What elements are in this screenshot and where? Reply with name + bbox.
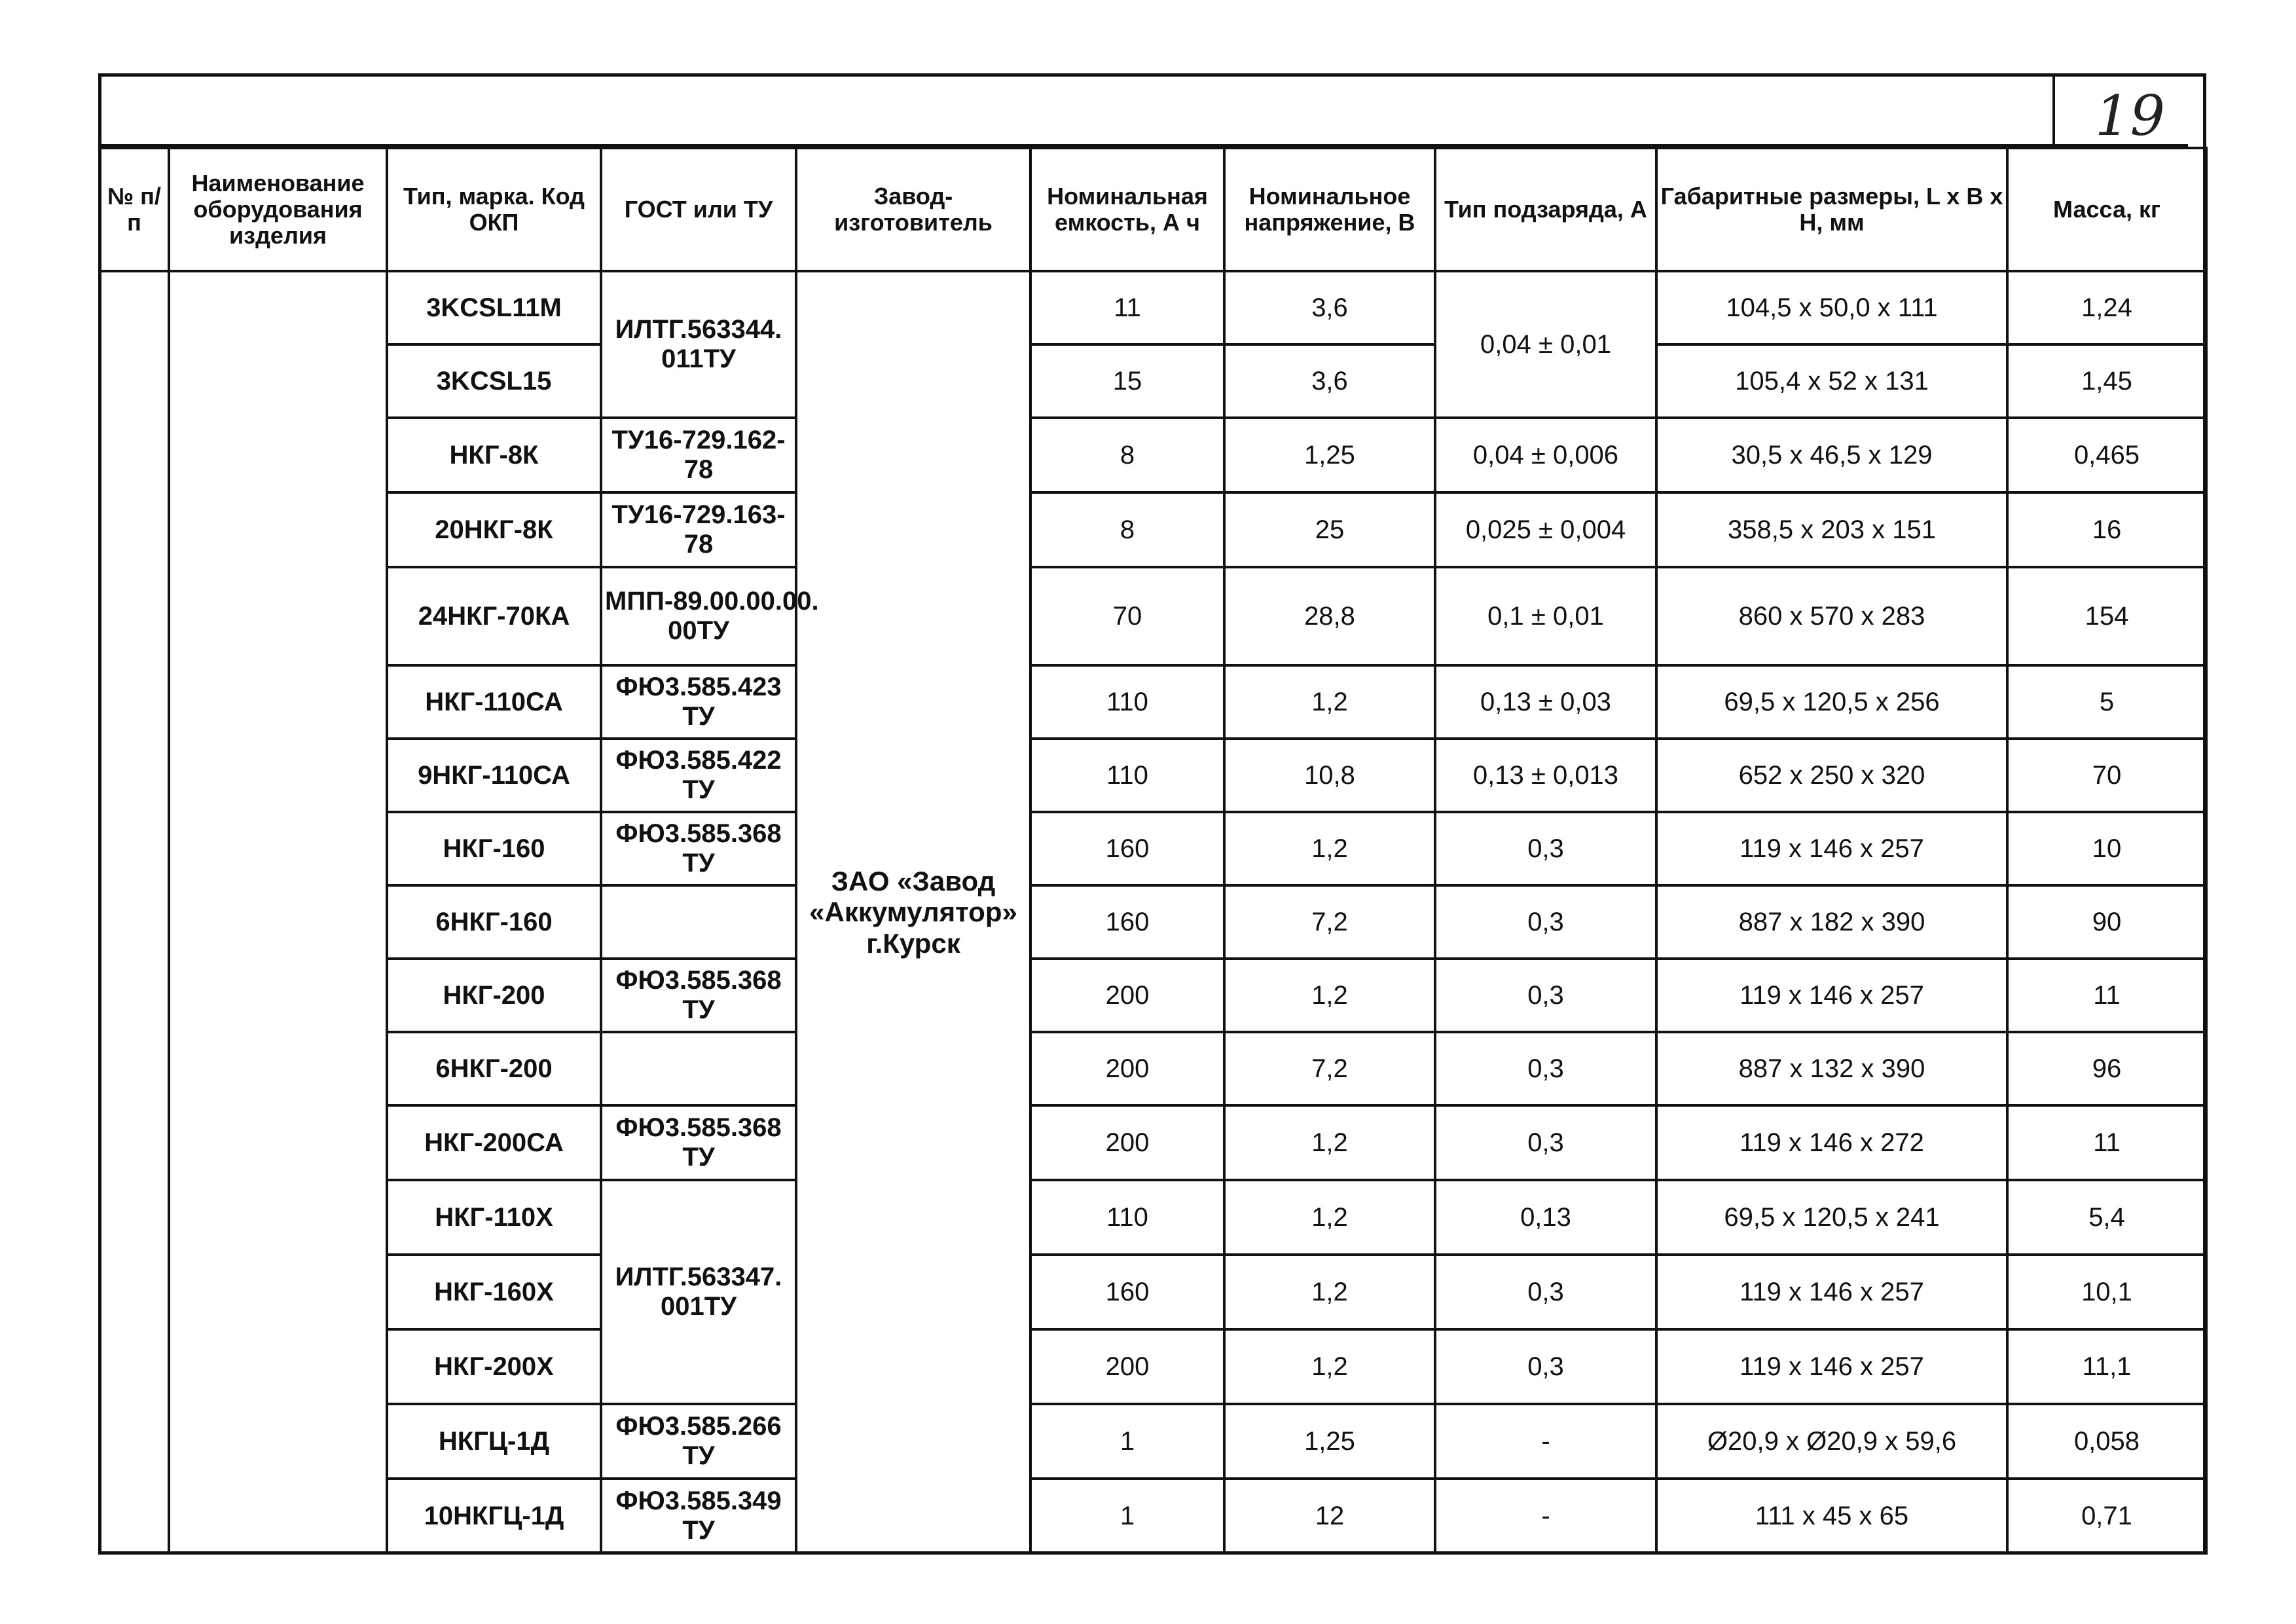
table-row: [100, 344, 2206, 418]
header-mass: Масса, кг: [2007, 148, 2206, 271]
voltage-cell: 1,2: [1224, 812, 1435, 885]
mass-cell: 0,71: [2007, 1479, 2206, 1553]
voltage-cell: 1,2: [1224, 665, 1435, 739]
capacity-cell: 200: [1030, 1032, 1224, 1105]
capacity-cell: 1: [1030, 1479, 1224, 1553]
header-voltage: Номинальное напряжение, В: [1224, 148, 1435, 271]
gost-cell: ТУ16-729.162-78: [601, 418, 796, 492]
dims-cell: 887 x 132 x 390: [1656, 1032, 2007, 1105]
type-cell: НКГЦ-1Д: [387, 1404, 601, 1479]
table-row: [100, 1032, 2206, 1105]
voltage-cell: 1,2: [1224, 1105, 1435, 1180]
type-cell: НКГ-110СА: [387, 665, 601, 739]
mass-cell: 16: [2007, 492, 2206, 567]
dims-cell: 119 x 146 x 257: [1656, 812, 2007, 885]
gost-cell: ТУ16-729.163-78: [601, 492, 796, 567]
type-cell: 6НКГ-160: [387, 885, 601, 959]
capacity-cell: 110: [1030, 739, 1224, 812]
table-row: [100, 418, 2206, 492]
table-row: [100, 665, 2206, 739]
header-row: [100, 148, 2206, 271]
table-row: [100, 739, 2206, 812]
dims-cell: 105,4 x 52 x 131: [1656, 344, 2007, 418]
charge-cell: 0,13 ± 0,03: [1435, 665, 1656, 739]
charge-cell: -: [1435, 1479, 1656, 1553]
header-dims: Габаритные размеры, L x B x H, мм: [1656, 148, 2007, 271]
mass-cell: 70: [2007, 739, 2206, 812]
header-manufacturer: Завод-изготовитель: [796, 148, 1030, 271]
type-cell: 6НКГ-200: [387, 1032, 601, 1105]
type-cell: НКГ-160Х: [387, 1255, 601, 1329]
table-row: [100, 492, 2206, 567]
table-row: [100, 1479, 2206, 1553]
mass-cell: 11: [2007, 959, 2206, 1032]
voltage-cell: 1,25: [1224, 418, 1435, 492]
table-row: [100, 1404, 2206, 1479]
mass-cell: 1,45: [2007, 344, 2206, 418]
capacity-cell: 200: [1030, 959, 1224, 1032]
capacity-cell: 160: [1030, 812, 1224, 885]
dims-cell: 860 x 570 x 283: [1656, 567, 2007, 665]
gost-cell: ФЮ3.585.349 ТУ: [601, 1479, 796, 1553]
capacity-cell: 200: [1030, 1105, 1224, 1180]
capacity-cell: 8: [1030, 492, 1224, 567]
dims-cell: 30,5 x 46,5 x 129: [1656, 418, 2007, 492]
capacity-cell: 200: [1030, 1329, 1224, 1404]
type-cell: НКГ-200: [387, 959, 601, 1032]
header-charge: Тип подзаряда, А: [1435, 148, 1656, 271]
dims-cell: 104,5 x 50,0 x 111: [1656, 271, 2007, 344]
gost-cell: [601, 885, 796, 959]
charge-cell: 0,3: [1435, 812, 1656, 885]
capacity-cell: 160: [1030, 885, 1224, 959]
type-cell: 24НКГ-70КА: [387, 567, 601, 665]
voltage-cell: 1,2: [1224, 1329, 1435, 1404]
dims-cell: 111 x 45 x 65: [1656, 1479, 2007, 1553]
gost-cell: ФЮ3.585.423 ТУ: [601, 665, 796, 739]
gost-cell: ФЮ3.585.422 ТУ: [601, 739, 796, 812]
voltage-cell: 1,2: [1224, 1255, 1435, 1329]
voltage-cell: 25: [1224, 492, 1435, 567]
voltage-cell: 3,6: [1224, 344, 1435, 418]
gost-cell: ИЛТГ.563347. 001ТУ: [601, 1180, 796, 1404]
dims-cell: Ø20,9 x Ø20,9 x 59,6: [1656, 1404, 2007, 1479]
type-cell: 3KCSL15: [387, 344, 601, 418]
manufacturer-cell: ЗАО «Завод «Аккумулятор» г.Курск: [796, 271, 1030, 1553]
type-cell: 20НКГ-8К: [387, 492, 601, 567]
mass-cell: 0,058: [2007, 1404, 2206, 1479]
capacity-cell: 1: [1030, 1404, 1224, 1479]
voltage-cell: 7,2: [1224, 1032, 1435, 1105]
voltage-cell: 7,2: [1224, 885, 1435, 959]
gost-cell: ФЮ3.585.266 ТУ: [601, 1404, 796, 1479]
capacity-cell: 70: [1030, 567, 1224, 665]
type-cell: 10НКГЦ-1Д: [387, 1479, 601, 1553]
mass-cell: 10,1: [2007, 1255, 2206, 1329]
dims-cell: 69,5 x 120,5 x 241: [1656, 1180, 2007, 1255]
title-strip: [98, 73, 2188, 147]
charge-cell: 0,3: [1435, 959, 1656, 1032]
charge-cell: 0,3: [1435, 1329, 1656, 1404]
charge-cell: 0,3: [1435, 1032, 1656, 1105]
type-cell: НКГ-160: [387, 812, 601, 885]
mass-cell: 0,465: [2007, 418, 2206, 492]
dims-cell: 69,5 x 120,5 x 256: [1656, 665, 2007, 739]
gost-cell: [601, 1032, 796, 1105]
capacity-cell: 110: [1030, 1180, 1224, 1255]
mass-cell: 5: [2007, 665, 2206, 739]
voltage-cell: 10,8: [1224, 739, 1435, 812]
page-number: 19: [2095, 84, 2165, 148]
mass-cell: 90: [2007, 885, 2206, 959]
header-equipment: Наименование оборудования изделия: [169, 148, 387, 271]
table-row: [100, 959, 2206, 1032]
charge-cell: 0,04 ± 0,01: [1435, 271, 1656, 418]
mass-cell: 11,1: [2007, 1329, 2206, 1404]
header-capacity: Номинальная емкость, А ч: [1030, 148, 1224, 271]
gost-cell: МПП-89.00.00.00. 00ТУ: [601, 567, 796, 665]
capacity-cell: 15: [1030, 344, 1224, 418]
equipment-cell: [169, 271, 387, 1553]
charge-cell: 0,13: [1435, 1180, 1656, 1255]
table-row: [100, 885, 2206, 959]
charge-cell: -: [1435, 1404, 1656, 1479]
voltage-cell: 12: [1224, 1479, 1435, 1553]
capacity-cell: 110: [1030, 665, 1224, 739]
capacity-cell: 160: [1030, 1255, 1224, 1329]
table-row: [100, 271, 2206, 344]
header-type: Тип, марка. Код ОКП: [387, 148, 601, 271]
mass-cell: 10: [2007, 812, 2206, 885]
header-num: № п/п: [100, 148, 169, 271]
dims-cell: 119 x 146 x 272: [1656, 1105, 2007, 1180]
dims-cell: 119 x 146 x 257: [1656, 959, 2007, 1032]
table-row: [100, 1105, 2206, 1180]
mass-cell: 1,24: [2007, 271, 2206, 344]
mass-cell: 11: [2007, 1105, 2206, 1180]
capacity-cell: 11: [1030, 271, 1224, 344]
type-cell: 9НКГ-110СА: [387, 739, 601, 812]
table-row: [100, 567, 2206, 665]
table-row: [100, 1329, 2206, 1404]
dims-cell: 652 x 250 x 320: [1656, 739, 2007, 812]
charge-cell: 0,04 ± 0,006: [1435, 418, 1656, 492]
table-row: [100, 1180, 2206, 1255]
voltage-cell: 1,2: [1224, 959, 1435, 1032]
gost-cell: ФЮ3.585.368 ТУ: [601, 812, 796, 885]
gost-cell: ИЛТГ.563344. 011ТУ: [601, 271, 796, 418]
dims-cell: 119 x 146 x 257: [1656, 1329, 2007, 1404]
charge-cell: 0,3: [1435, 1255, 1656, 1329]
gost-cell: ФЮ3.585.368 ТУ: [601, 959, 796, 1032]
table-row: [100, 1255, 2206, 1329]
type-cell: 3KCSL11M: [387, 271, 601, 344]
type-cell: НКГ-200СА: [387, 1105, 601, 1180]
battery-spec-table: [98, 147, 2208, 1555]
voltage-cell: 28,8: [1224, 567, 1435, 665]
header-gost: ГОСТ или ТУ: [601, 148, 796, 271]
mass-cell: 154: [2007, 567, 2206, 665]
type-cell: НКГ-8К: [387, 418, 601, 492]
voltage-cell: 1,2: [1224, 1180, 1435, 1255]
type-cell: НКГ-110Х: [387, 1180, 601, 1255]
charge-cell: 0,1 ± 0,01: [1435, 567, 1656, 665]
voltage-cell: 3,6: [1224, 271, 1435, 344]
type-cell: НКГ-200Х: [387, 1329, 601, 1404]
dims-cell: 358,5 x 203 x 151: [1656, 492, 2007, 567]
charge-cell: 0,13 ± 0,013: [1435, 739, 1656, 812]
voltage-cell: 1,25: [1224, 1404, 1435, 1479]
charge-cell: 0,025 ± 0,004: [1435, 492, 1656, 567]
dims-cell: 119 x 146 x 257: [1656, 1255, 2007, 1329]
capacity-cell: 8: [1030, 418, 1224, 492]
table-row: [100, 812, 2206, 885]
gost-cell: ФЮ3.585.368 ТУ: [601, 1105, 796, 1180]
mass-cell: 96: [2007, 1032, 2206, 1105]
num-cell: [100, 271, 169, 1553]
charge-cell: 0,3: [1435, 885, 1656, 959]
mass-cell: 5,4: [2007, 1180, 2206, 1255]
dims-cell: 887 x 182 x 390: [1656, 885, 2007, 959]
charge-cell: 0,3: [1435, 1105, 1656, 1180]
